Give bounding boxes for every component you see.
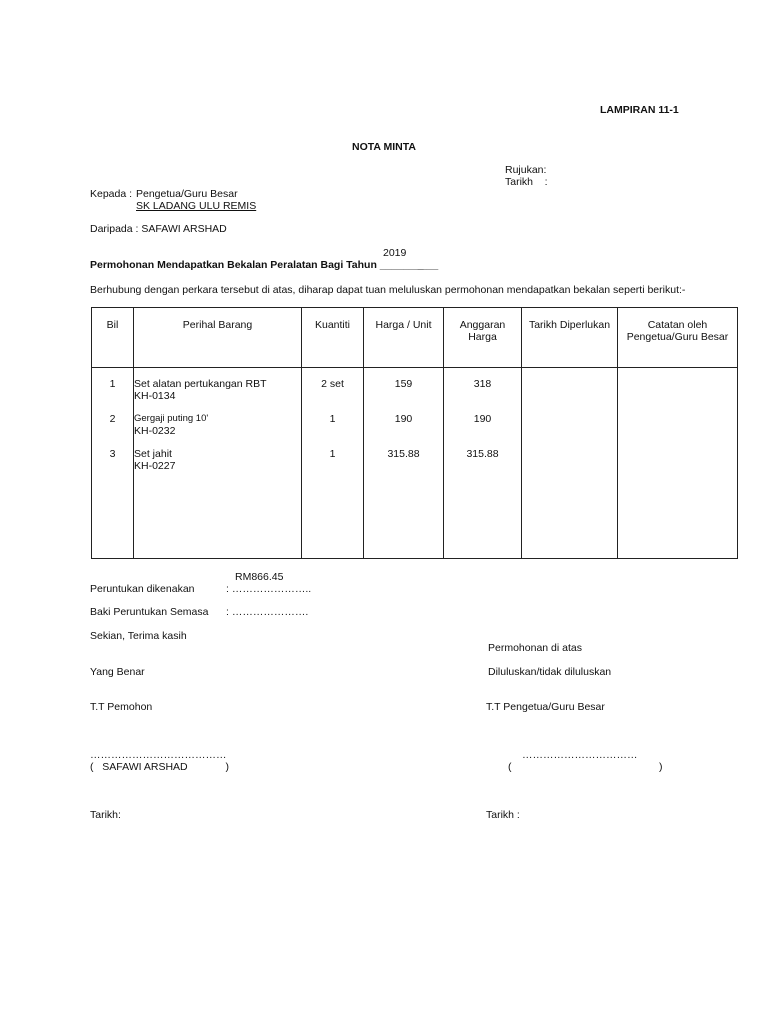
header-perihal-barang: Perihal Barang bbox=[134, 308, 302, 368]
principal-date-label: Tarikh : bbox=[486, 809, 520, 821]
bil-column bbox=[92, 368, 134, 559]
row-1-unit-price: 159 bbox=[394, 378, 413, 390]
row-3-estimated-price: 315.88 bbox=[466, 448, 499, 460]
allocation-label: Peruntukan dikenakan bbox=[90, 583, 195, 595]
row-2-item bbox=[134, 413, 301, 448]
allocation-amount: RM866.45 bbox=[235, 571, 284, 583]
principal-name-close-paren: ) bbox=[659, 761, 663, 773]
row-2-unit-price: 190 bbox=[394, 413, 413, 425]
header-anggaran-harga: Anggaran Harga bbox=[444, 308, 522, 368]
allocation-dots: : ………………….. bbox=[226, 583, 312, 595]
principal-signature-line: …………………………… bbox=[522, 749, 638, 761]
table-body-row bbox=[92, 368, 738, 559]
applicant-signature-line: ………………………………… bbox=[90, 749, 227, 761]
row-2-qty: 1 bbox=[329, 413, 336, 425]
estimated-price-column bbox=[444, 368, 522, 559]
applicant-name: ( SAFAWI ARSHAD ) bbox=[90, 761, 230, 773]
item-column bbox=[134, 368, 302, 559]
to-recipient-title: Pengetua/Guru Besar bbox=[136, 188, 238, 200]
applicant-date-label: Tarikh: bbox=[90, 809, 121, 821]
row-1-estimated-price: 318 bbox=[473, 378, 492, 390]
row-3-unit-price: 315.88 bbox=[387, 448, 420, 460]
to-school-name: SK LADANG ULU REMIS bbox=[136, 200, 257, 212]
header-tarikh-diperlukan: Tarikh Diperlukan bbox=[522, 308, 618, 368]
row-2-item-code: KH-0232 bbox=[134, 425, 176, 437]
balance-label: Baki Peruntukan Semasa bbox=[90, 606, 209, 618]
header-bil: Bil bbox=[92, 308, 134, 368]
header-kuantiti: Kuantiti bbox=[302, 308, 364, 368]
principal-signature-label: T.T Pengetua/Guru Besar bbox=[486, 701, 605, 713]
principal-notes-column bbox=[618, 368, 738, 559]
row-2-item-name: Gergaji puting 10' bbox=[134, 413, 209, 424]
items-table bbox=[91, 307, 738, 559]
row-3-bil: 3 bbox=[109, 448, 116, 460]
approval-status-text: Diluluskan/tidak diluluskan bbox=[488, 666, 612, 678]
principal-name-open-paren: ( bbox=[508, 761, 512, 773]
date-label: Tarikh : bbox=[505, 176, 548, 188]
applicant-signature-label: T.T Pemohon bbox=[90, 701, 153, 713]
to-label: Kepada : bbox=[90, 188, 133, 200]
unit-price-column bbox=[364, 368, 444, 559]
row-1-item bbox=[134, 378, 301, 413]
document-title: NOTA MINTA bbox=[352, 141, 416, 153]
row-3-item-name: Set jahit bbox=[134, 448, 172, 460]
subject-text: Permohonan Mendapatkan Bekalan Peralatan Bagi Tahun bbox=[90, 259, 377, 271]
row-1-item-code: KH-0134 bbox=[134, 390, 176, 402]
subject-year: 2019 bbox=[383, 247, 407, 259]
from-line: Daripada : SAFAWI ARSHAD bbox=[90, 223, 227, 235]
yours-sincerely: Yang Benar bbox=[90, 666, 145, 678]
row-2-bil: 2 bbox=[109, 413, 116, 425]
qty-column bbox=[302, 368, 364, 559]
row-1-bil: 1 bbox=[109, 378, 116, 390]
header-catatan: Catatan oleh Pengetua/Guru Besar bbox=[618, 308, 738, 368]
row-3-qty: 1 bbox=[329, 448, 336, 460]
closing-thanks: Sekian, Terima kasih bbox=[90, 630, 187, 642]
row-1-qty: 2 set bbox=[321, 378, 344, 390]
header-harga-unit: Harga / Unit bbox=[364, 308, 444, 368]
date-needed-column bbox=[522, 368, 618, 559]
approval-application-text: Permohonan di atas bbox=[488, 642, 582, 654]
reference-label: Rujukan: bbox=[505, 164, 547, 176]
intro-paragraph: Berhubung dengan perkara tersebut di atas, diharap dapat tuan meluluskan permohonan mendapatkan bekalan seperti berikut:- bbox=[90, 284, 686, 296]
table-header-row bbox=[92, 308, 738, 368]
row-2-estimated-price: 190 bbox=[473, 413, 492, 425]
row-3-item bbox=[134, 448, 301, 483]
appendix-label: LAMPIRAN 11-1 bbox=[600, 104, 679, 116]
subject-blank: _______̲___ bbox=[379, 259, 439, 271]
subject-line bbox=[90, 259, 438, 271]
row-3-item-code: KH-0227 bbox=[134, 460, 176, 472]
balance-dots: : …………………. bbox=[226, 606, 309, 618]
row-1-item-name: Set alatan pertukangan RBT bbox=[134, 378, 267, 390]
